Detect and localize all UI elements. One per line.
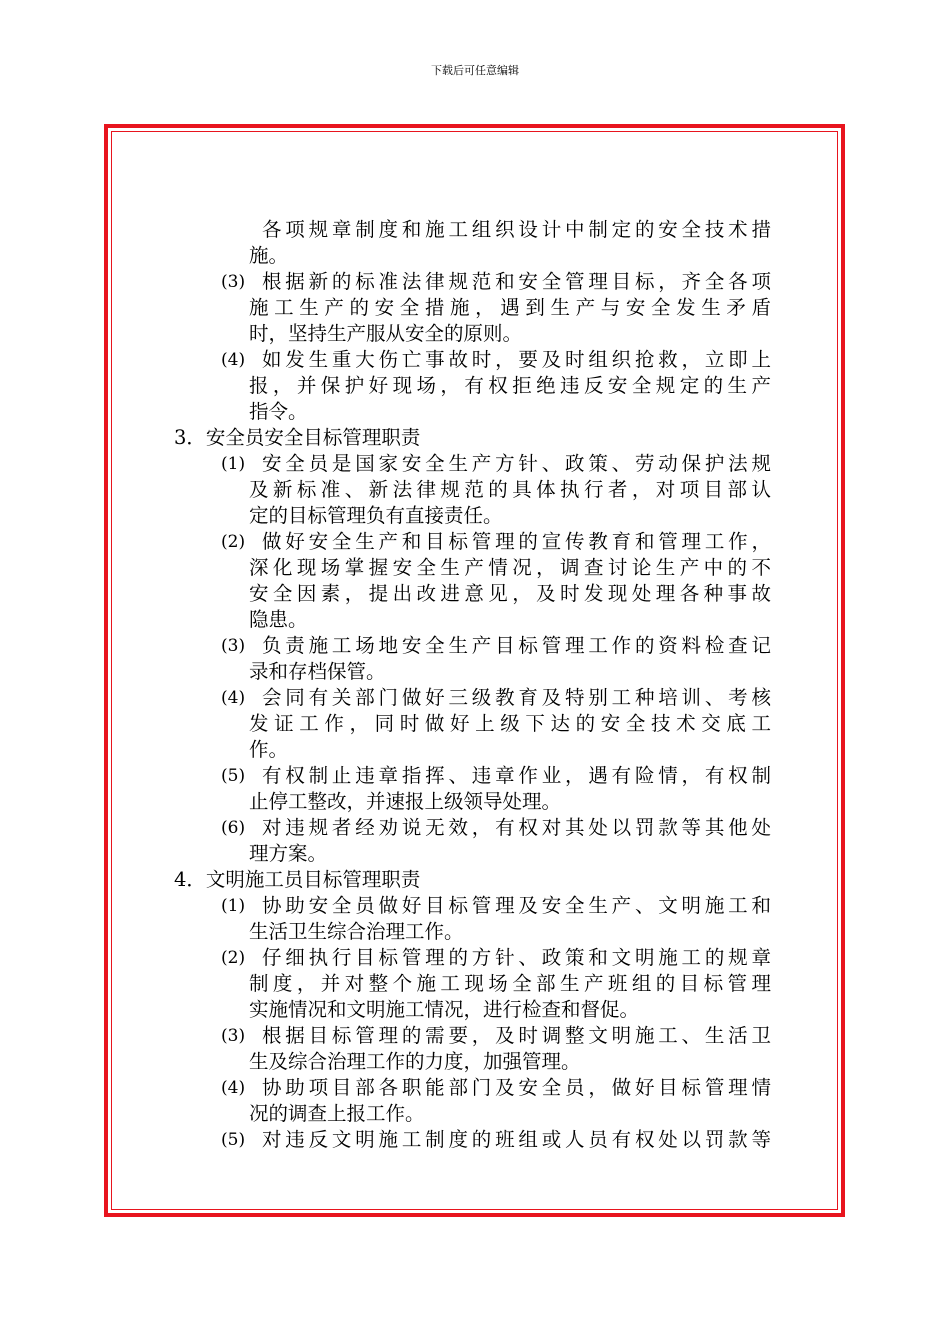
body-text-line: 发证工作，同时做好上级下达的安全技术交底工 (249, 712, 771, 735)
item-number: (4) (221, 350, 246, 370)
item-number: (3) (221, 1026, 246, 1046)
header-note: 下载后可任意编辑 (431, 64, 519, 77)
item-number: (1) (221, 454, 246, 474)
body-text-line: 施。 (249, 244, 289, 267)
body-text-line: 生及综合治理工作的力度，加强管理。 (249, 1050, 581, 1073)
body-text-line: 协助安全员做好目标管理及安全生产、文明施工和 (262, 894, 771, 917)
item-number: (5) (221, 766, 246, 786)
body-text-line: 况的调查上报工作。 (249, 1102, 425, 1125)
body-text-line: 各项规章制度和施工组织设计中制定的安全技术措 (262, 218, 771, 241)
body-text-line: 协助项目部各职能部门及安全员，做好目标管理情 (262, 1076, 771, 1099)
body-text-line: 止停工整改，并速报上级领导处理。 (249, 790, 562, 813)
body-text-line: 理方案。 (249, 842, 328, 865)
body-text-line: 会同有关部门做好三级教育及特别工种培训、考核 (262, 686, 771, 709)
item-number: (6) (221, 818, 246, 838)
body-text-line: 深化现场掌握安全生产情况，调查讨论生产中的不 (249, 556, 771, 579)
body-text-line: 有权制止违章指挥、违章作业，遇有险情，有权制 (262, 764, 771, 787)
body-text-line: 隐患。 (249, 608, 308, 631)
item-number: (2) (221, 948, 246, 968)
body-text-line: 时，坚持生产服从安全的原则。 (249, 322, 523, 345)
body-text-line: 负责施工场地安全生产目标管理工作的资料检查记 (262, 634, 771, 657)
section-heading: 3．安全员安全目标管理职责 (174, 426, 421, 449)
body-text-line: 作。 (249, 738, 289, 761)
body-text-line: 定的目标管理负有直接责任。 (249, 504, 503, 527)
item-number: (3) (221, 636, 246, 656)
item-number: (4) (221, 1078, 246, 1098)
item-number: (5) (221, 1130, 246, 1150)
body-text-line: 安全因素，提出改进意见，及时发现处理各种事故 (249, 582, 771, 605)
body-text-line: 根据目标管理的需要，及时调整文明施工、生活卫 (262, 1024, 771, 1047)
body-text-line: 实施情况和文明施工情况，进行检查和督促。 (249, 998, 640, 1021)
body-text-line: 根据新的标准法律规范和安全管理目标，齐全各项 (262, 270, 771, 293)
body-text-line: 施工生产的安全措施，遇到生产与安全发生矛盾 (249, 296, 771, 319)
body-text-line: 及新标准、新法律规范的具体执行者，对项目部认 (249, 478, 771, 501)
body-text-line: 对违规者经劝说无效，有权对其处以罚款等其他处 (262, 816, 771, 839)
item-number: (2) (221, 532, 246, 552)
item-number: (4) (221, 688, 246, 708)
body-text-line: 录和存档保管。 (249, 660, 386, 683)
section-heading: 4．文明施工员目标管理职责 (174, 868, 421, 891)
item-number: (1) (221, 896, 246, 916)
item-number: (3) (221, 272, 246, 292)
body-text-line: 制度，并对整个施工现场全部生产班组的目标管理 (249, 972, 771, 995)
body-text-line: 报，并保护好现场，有权拒绝违反安全规定的生产 (249, 374, 771, 397)
body-text-line: 生活卫生综合治理工作。 (249, 920, 464, 943)
body-text-line: 安全员是国家安全生产方针、政策、劳动保护法规 (262, 452, 771, 475)
body-text-line: 指令。 (249, 400, 308, 423)
body-text-line: 如发生重大伤亡事故时，要及时组织抢救，立即上 (262, 348, 771, 371)
body-text-line: 做好安全生产和目标管理的宣传教育和管理工作， (262, 530, 771, 553)
body-text-line: 对违反文明施工制度的班组或人员有权处以罚款等 (262, 1128, 771, 1151)
body-text-line: 仔细执行目标管理的方针、政策和文明施工的规章 (262, 946, 771, 969)
